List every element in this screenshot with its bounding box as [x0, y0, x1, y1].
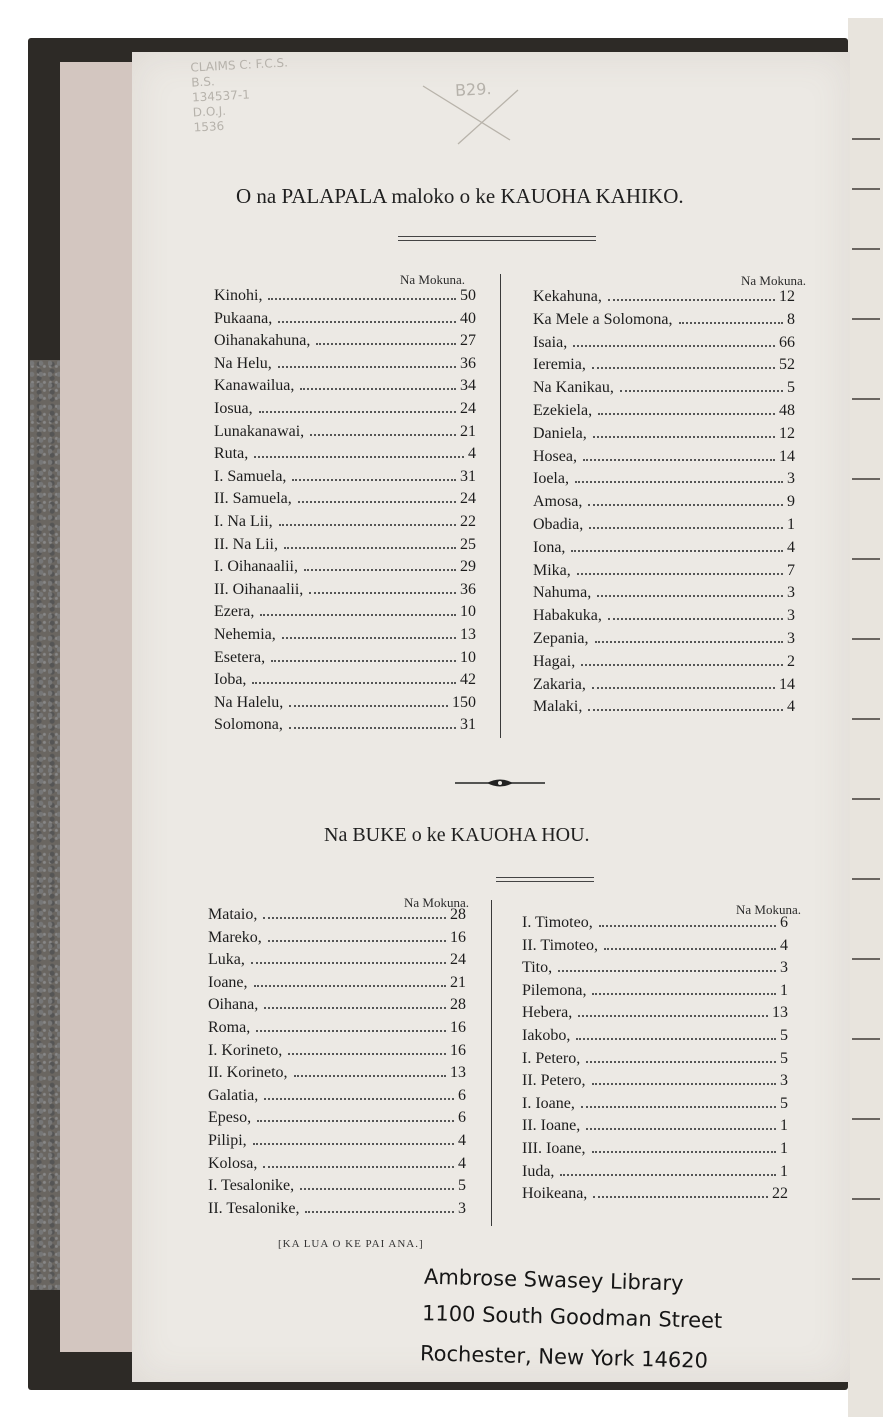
book-name: Na Halelu,: [214, 693, 284, 711]
column-header-new-left: Na Mokuna.: [404, 895, 469, 910]
chapter-count: 34: [460, 377, 476, 395]
chapter-count: 36: [460, 580, 476, 598]
list-item: [208, 974, 466, 998]
book-name: Iona,: [533, 538, 566, 556]
book-name: Roma,: [208, 1019, 251, 1036]
chapter-count: 2: [787, 652, 795, 670]
list-item: [208, 1177, 466, 1201]
leader-dots: [310, 434, 456, 436]
list-item: [208, 951, 466, 975]
chapter-count: 3: [780, 959, 788, 977]
book-name: Kekahuna,: [533, 288, 602, 305]
chapter-count: 1: [780, 981, 788, 999]
book-name: III. Ioane,: [522, 1140, 586, 1157]
book-name: Kanawailua,: [214, 377, 295, 395]
book-name: Epeso,: [208, 1109, 252, 1127]
book-name: Na Helu,: [214, 354, 272, 372]
leader-dots: [256, 1030, 446, 1032]
chapter-count: 36: [460, 354, 476, 372]
list-item: [214, 694, 476, 718]
list-item: [522, 937, 788, 961]
book-name: Pilemona,: [522, 981, 587, 999]
book-name: Zepania,: [533, 630, 589, 647]
chapter-count: 50: [460, 287, 476, 304]
book-name: I. Ioane,: [522, 1094, 575, 1112]
book-name: Malaki,: [533, 698, 583, 716]
list-item: [214, 287, 476, 311]
book-name: II. Korineto,: [208, 1064, 288, 1082]
leader-dots: [254, 985, 446, 987]
column-header-left: Na Mokuna.: [400, 272, 465, 287]
book-name: Mataio,: [208, 906, 258, 923]
list-item: [533, 516, 795, 540]
book-name: Isaia,: [533, 333, 568, 351]
chapter-count: 16: [450, 1019, 466, 1036]
leader-dots: [577, 573, 783, 575]
chapter-count: 13: [460, 626, 476, 643]
book-name: Esetera,: [214, 648, 266, 666]
chapter-count: 8: [787, 310, 795, 328]
list-item: [533, 470, 795, 494]
book-name: I. Korineto,: [208, 1041, 283, 1059]
leader-dots: [599, 925, 776, 927]
list-item: [208, 906, 466, 930]
leader-dots: [298, 501, 456, 503]
list-item: [533, 698, 795, 722]
list-item: [533, 539, 795, 563]
book-name: Hosea,: [533, 447, 577, 465]
book-name: Pukaana,: [214, 309, 273, 327]
list-item: [533, 425, 795, 449]
leader-dots: [620, 390, 783, 392]
list-item: [208, 1109, 466, 1133]
chapter-count: 7: [787, 561, 795, 579]
book-name: Hebera,: [522, 1004, 573, 1022]
leader-dots: [279, 524, 456, 526]
chapter-count: 29: [460, 558, 476, 576]
leader-dots: [268, 298, 456, 300]
list-item: [533, 676, 795, 700]
list-item: [214, 649, 476, 673]
leader-dots: [252, 682, 456, 684]
leader-dots: [263, 917, 446, 919]
book-name: I. Oihanaalii,: [214, 558, 298, 576]
list-item: [533, 630, 795, 654]
list-item: [214, 445, 476, 469]
list-item: [522, 914, 788, 938]
list-item: [214, 490, 476, 514]
book-name: II. Tesalonike,: [208, 1199, 300, 1217]
leader-dots: [571, 550, 783, 552]
library-stamp-line3: Rochester, New York 14620: [419, 1341, 709, 1373]
leader-dots: [300, 388, 456, 390]
leader-dots: [278, 366, 456, 368]
chapter-count: 16: [450, 928, 466, 946]
book-name: Nahuma,: [533, 584, 592, 602]
leader-dots: [271, 660, 456, 662]
book-name: Nehemia,: [214, 626, 276, 643]
column-header-new-right: Na Mokuna.: [736, 902, 801, 917]
chapter-count: 16: [450, 1041, 466, 1059]
chapter-count: 22: [772, 1185, 788, 1203]
facing-page-edge: [848, 18, 883, 1417]
chapter-count: 12: [779, 288, 795, 305]
chapter-count: 3: [787, 630, 795, 647]
chapter-count: 10: [460, 603, 476, 621]
chapter-count: 1: [787, 516, 795, 533]
leader-dots: [592, 993, 776, 995]
book-name: Hagai,: [533, 652, 576, 670]
chapter-count: 4: [780, 936, 788, 954]
book-name: Habakuka,: [533, 607, 602, 625]
list-item: [214, 310, 476, 334]
list-item: [522, 959, 788, 983]
library-stamp-line2: 1100 South Goodman Street: [421, 1301, 723, 1333]
leader-dots: [305, 1211, 454, 1213]
list-item: [522, 982, 788, 1006]
chapter-count: 42: [460, 671, 476, 689]
leader-dots: [597, 595, 783, 597]
list-item: [533, 334, 795, 358]
book-name: Galatia,: [208, 1086, 259, 1104]
chapter-count: 4: [787, 698, 795, 716]
chapter-count: 9: [787, 493, 795, 511]
chapter-count: 27: [460, 332, 476, 350]
book-name: I. Tesalonike,: [208, 1177, 295, 1195]
chapter-count: 66: [779, 333, 795, 351]
chapter-count: 3: [787, 470, 795, 488]
book-name: Ka Mele a Solomona,: [533, 310, 673, 328]
pencil-notes: CLAIMS C: F.C.S. B.S. 134537-1 D.O.J. 1536: [190, 55, 289, 135]
chapter-count: 40: [460, 309, 476, 327]
leader-dots: [300, 1188, 454, 1190]
chapter-count: 150: [452, 693, 476, 711]
book-name: Daniela,: [533, 424, 587, 442]
old-testament-title: O na PALAPALA maloko o ke KAUOHA KAHIKO.: [236, 184, 684, 208]
leader-dots: [253, 1143, 454, 1145]
leader-dots: [282, 637, 456, 639]
leader-dots: [592, 687, 775, 689]
list-item: [214, 671, 476, 695]
chapter-count: 13: [450, 1064, 466, 1082]
leader-dots: [583, 459, 775, 461]
list-item: [208, 996, 466, 1020]
book-name: Ezera,: [214, 603, 255, 621]
leader-dots: [259, 411, 456, 413]
leader-dots: [593, 436, 775, 438]
leader-dots: [679, 322, 783, 324]
book-name: Hoikeana,: [522, 1185, 588, 1203]
list-item: [214, 716, 476, 740]
list-item: [214, 513, 476, 537]
chapter-count: 6: [458, 1109, 466, 1127]
list-item: [522, 1004, 788, 1028]
leader-dots: [592, 367, 775, 369]
chapter-count: 3: [787, 607, 795, 625]
list-item: [214, 581, 476, 605]
list-item: [214, 536, 476, 560]
list-item: [533, 379, 795, 403]
leader-dots: [316, 343, 456, 345]
chapter-count: 5: [780, 1027, 788, 1044]
leader-dots: [278, 321, 456, 323]
leader-dots: [254, 456, 464, 458]
list-item: [214, 468, 476, 492]
chapter-count: 3: [780, 1072, 788, 1090]
leader-dots: [264, 1007, 446, 1009]
chapter-count: 14: [779, 447, 795, 465]
list-item: [522, 1050, 788, 1074]
list-item: [533, 562, 795, 586]
chapter-count: 5: [780, 1049, 788, 1067]
column-divider: [500, 274, 501, 738]
book-name: Ioela,: [533, 470, 569, 488]
chapter-count: 12: [779, 424, 795, 442]
leader-dots: [284, 547, 456, 549]
book-name: Oihana,: [208, 996, 259, 1014]
list-item: [208, 1132, 466, 1156]
leader-dots: [588, 504, 783, 506]
leader-dots: [575, 481, 783, 483]
leader-dots: [586, 1128, 776, 1130]
list-item: [522, 1185, 788, 1209]
list-item: [208, 1064, 466, 1088]
chapter-count: 28: [450, 906, 466, 923]
chapter-count: 5: [458, 1177, 466, 1195]
list-item: [522, 1027, 788, 1051]
leader-dots: [588, 709, 783, 711]
book-name: Oihanakahuna,: [214, 332, 311, 350]
leader-dots: [573, 345, 775, 347]
chapter-count: 24: [460, 400, 476, 417]
list-item: [522, 1117, 788, 1141]
list-item: [208, 929, 466, 953]
list-item: [214, 558, 476, 582]
leader-dots: [260, 614, 456, 616]
book-name: II. Ioane,: [522, 1117, 581, 1135]
chapter-count: 1: [780, 1162, 788, 1180]
book-name: Na Kanikau,: [533, 379, 614, 397]
leader-dots: [589, 527, 783, 529]
pencil-cross: [418, 78, 528, 148]
book-name: Kolosa,: [208, 1154, 258, 1172]
list-item: [533, 607, 795, 631]
list-item: [208, 1155, 466, 1179]
leader-dots: [289, 727, 456, 729]
list-item: [214, 603, 476, 627]
leader-dots: [268, 940, 446, 942]
column-divider-new: [491, 900, 492, 1226]
chapter-count: 1: [780, 1140, 788, 1157]
chapter-count: 48: [779, 402, 795, 419]
book-name: Ioba,: [214, 671, 247, 689]
leader-dots: [263, 1166, 454, 1168]
book-name: Kinohi,: [214, 287, 263, 304]
leader-dots: [598, 413, 775, 415]
book-name: I. Petero,: [522, 1049, 581, 1067]
chapter-count: 13: [772, 1004, 788, 1022]
column-header-right: Na Mokuna.: [741, 273, 806, 288]
book-name: Lunakanawai,: [214, 422, 305, 440]
new-testament-title: Na BUKE o ke KAUOHA HOU.: [324, 824, 590, 846]
book-name: Obadia,: [533, 516, 584, 533]
chapter-count: 31: [460, 467, 476, 485]
chapter-count: 25: [460, 535, 476, 553]
new-title-rule: [496, 877, 594, 882]
pencil-mark: B29.: [454, 79, 492, 100]
book-name: Mareko,: [208, 928, 262, 946]
list-item: [533, 311, 795, 335]
chapter-count: 24: [460, 490, 476, 508]
list-item: [214, 355, 476, 379]
leader-dots: [304, 569, 456, 571]
leader-dots: [251, 962, 446, 964]
book-name: Iosua,: [214, 400, 253, 417]
book-name: Zakaria,: [533, 675, 586, 693]
list-item: [522, 1163, 788, 1187]
book-name: Ieremia,: [533, 356, 586, 374]
book-name: Solomona,: [214, 716, 283, 734]
book-name: I. Samuela,: [214, 467, 287, 485]
list-item: [533, 493, 795, 517]
leader-dots: [608, 618, 783, 620]
leader-dots: [257, 1120, 454, 1122]
leader-dots: [608, 299, 775, 301]
book-name: Tito,: [522, 959, 553, 977]
book-name: I. Timoteo,: [522, 914, 593, 931]
book-name: Amosa,: [533, 493, 583, 511]
leader-dots: [294, 1075, 446, 1077]
book-name: I. Na Lii,: [214, 513, 273, 530]
edition-note: [KA LUA O KE PAI ANA.]: [278, 1238, 424, 1250]
chapter-count: 24: [450, 951, 466, 969]
endpaper: [60, 62, 140, 1352]
leader-dots: [578, 1015, 768, 1017]
leader-dots: [309, 592, 456, 594]
leader-dots: [581, 1106, 776, 1108]
chapter-count: 6: [458, 1086, 466, 1104]
chapter-count: 5: [787, 379, 795, 397]
list-item: [214, 332, 476, 356]
chapter-count: 6: [780, 914, 788, 931]
chapter-count: 10: [460, 648, 476, 666]
chapter-count: 1: [780, 1117, 788, 1135]
book-name: Luka,: [208, 951, 245, 969]
list-item: [208, 1042, 466, 1066]
leader-dots: [586, 1061, 776, 1063]
leader-dots: [593, 1196, 768, 1198]
chapter-count: 31: [460, 716, 476, 734]
chapter-count: 28: [450, 996, 466, 1014]
book-name: II. Timoteo,: [522, 936, 599, 954]
list-item: [208, 1019, 466, 1043]
chapter-count: 5: [780, 1094, 788, 1112]
list-item: [533, 653, 795, 677]
book-name: Mika,: [533, 561, 571, 579]
chapter-count: 14: [779, 675, 795, 693]
list-item: [214, 423, 476, 447]
book-name: II. Petero,: [522, 1072, 586, 1090]
list-item: [522, 1072, 788, 1096]
chapter-count: 4: [458, 1132, 466, 1149]
book-name: II. Na Lii,: [214, 535, 278, 553]
chapter-count: 21: [450, 973, 466, 991]
list-item: [208, 1087, 466, 1111]
title-rule: [398, 236, 596, 241]
chapter-count: 4: [787, 538, 795, 556]
chapter-count: 4: [458, 1154, 466, 1172]
library-stamp-line1: Ambrose Swasey Library: [423, 1264, 684, 1296]
list-item: [214, 400, 476, 424]
list-item: [533, 402, 795, 426]
book-name: II. Oihanaalii,: [214, 580, 304, 598]
book-name: Iuda,: [522, 1162, 555, 1180]
leader-dots: [264, 1098, 454, 1100]
list-item: [208, 1200, 466, 1224]
list-item: [522, 1140, 788, 1164]
chapter-count: 21: [460, 422, 476, 440]
chapter-count: 4: [468, 445, 476, 463]
book-name: Ezekiela,: [533, 402, 593, 419]
book-name: II. Samuela,: [214, 490, 292, 508]
list-item: [533, 448, 795, 472]
leader-dots: [595, 641, 783, 643]
leader-dots: [289, 705, 448, 707]
leader-dots: [604, 948, 776, 950]
list-item: [533, 584, 795, 608]
list-item: [214, 377, 476, 401]
ornament-divider: [455, 776, 545, 790]
book-name: Ioane,: [208, 973, 248, 991]
chapter-count: 3: [787, 584, 795, 602]
chapter-count: 22: [460, 513, 476, 530]
chapter-count: 52: [779, 356, 795, 374]
list-item: [214, 626, 476, 650]
book-name: Iakobo,: [522, 1027, 571, 1044]
leader-dots: [560, 1174, 776, 1176]
list-item: [533, 356, 795, 380]
leader-dots: [576, 1038, 776, 1040]
leader-dots: [592, 1083, 776, 1085]
leader-dots: [581, 664, 783, 666]
leader-dots: [288, 1053, 446, 1055]
list-item: [533, 288, 795, 312]
book-name: Pilipi,: [208, 1132, 247, 1149]
chapter-count: 3: [458, 1199, 466, 1217]
leader-dots: [592, 1151, 776, 1153]
list-item: [522, 1095, 788, 1119]
leader-dots: [558, 970, 776, 972]
leader-dots: [292, 479, 456, 481]
book-name: Ruta,: [214, 445, 249, 463]
